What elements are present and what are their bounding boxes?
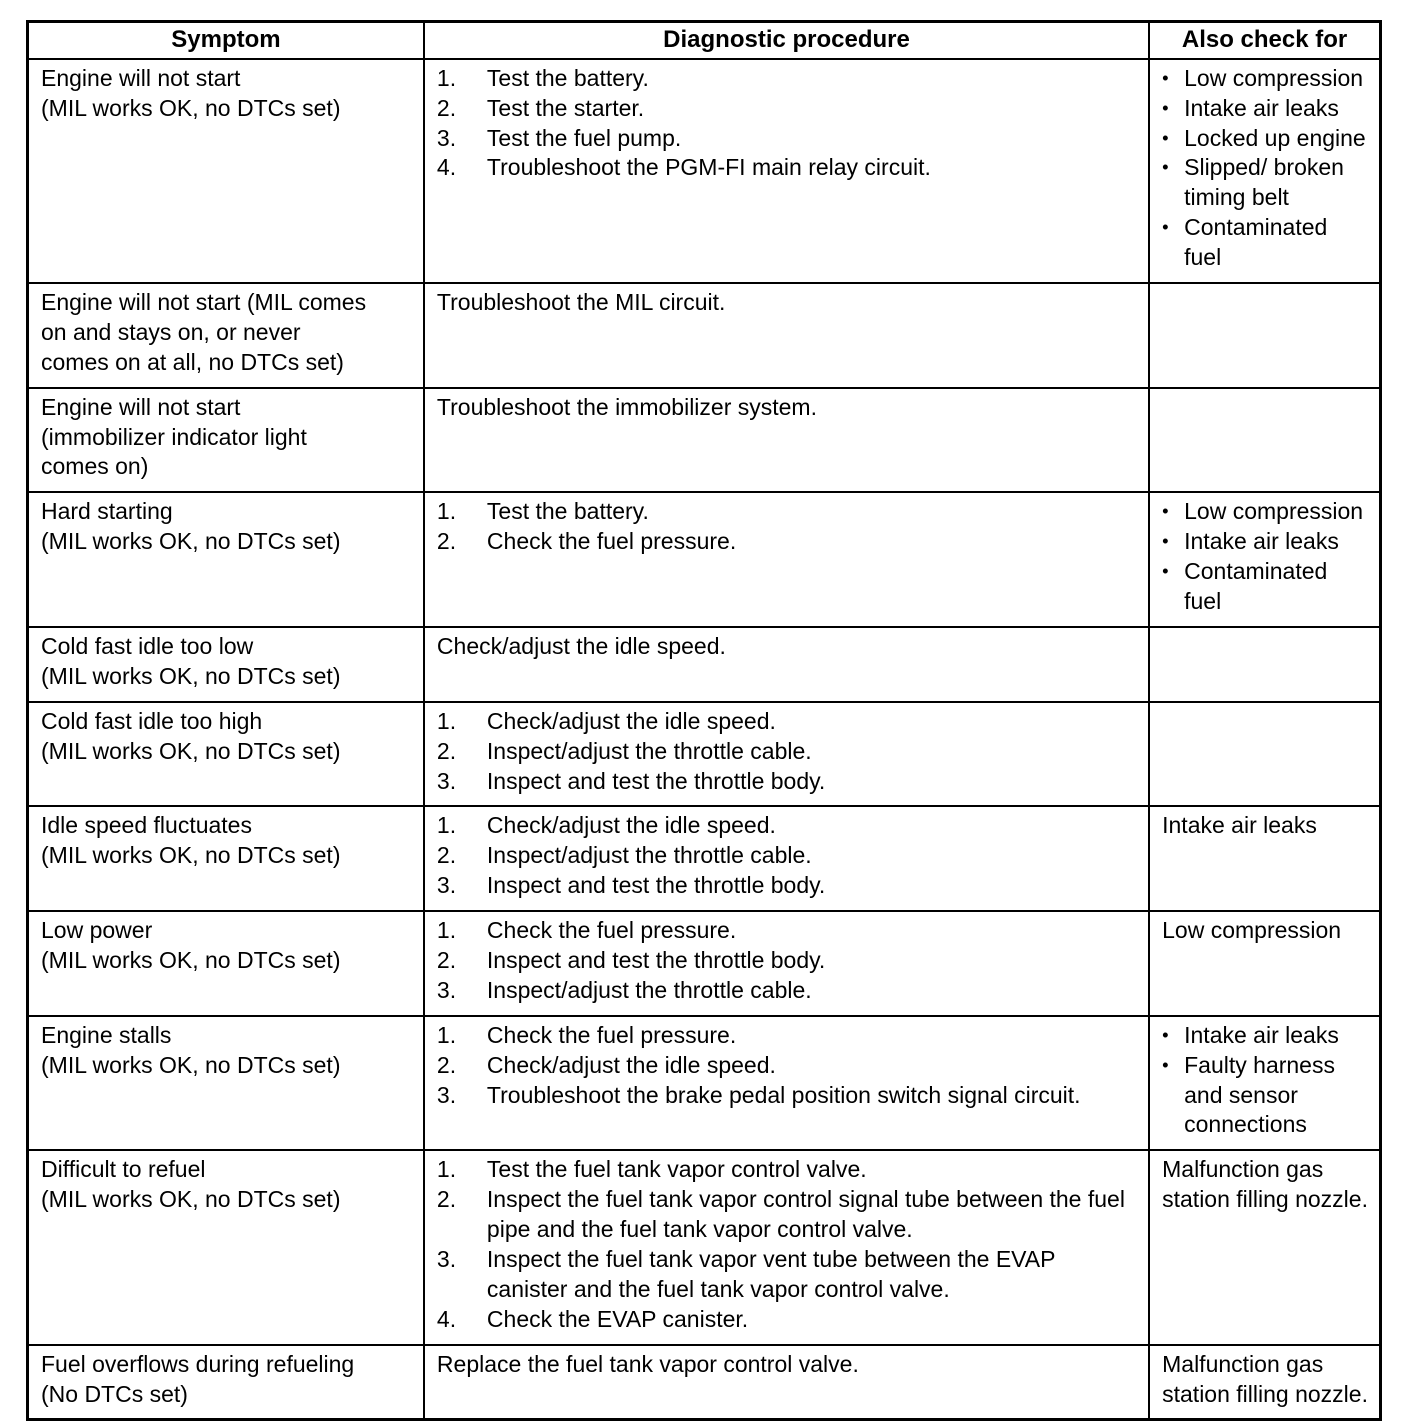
procedure-cell: [424, 59, 1149, 283]
symptom-line: (MIL works OK, no DTCs set): [41, 1051, 341, 1078]
symptom-line: Hard starting: [41, 498, 173, 525]
symptom-cell: [28, 388, 424, 493]
symptom-line: Engine stalls: [41, 1021, 172, 1048]
also-check-cell: [1149, 1345, 1380, 1420]
procedure-list: [437, 1155, 1138, 1334]
procedure-step: Test the starter.: [486, 94, 645, 121]
procedure-step: Check/adjust the idle speed.: [486, 812, 776, 839]
also-check-cell: [1149, 702, 1380, 807]
symptom-line: Fuel overflows during refueling: [41, 1350, 355, 1377]
symptom-line: Engine will not start: [41, 393, 241, 420]
also-check-list: [1162, 497, 1369, 617]
also-check-cell: [1149, 283, 1380, 388]
also-check-item: Malfunction gas station filling nozzle.: [1162, 1156, 1368, 1213]
header-also-check-for: Also check for: [1149, 22, 1380, 59]
procedure-list: [437, 916, 1138, 1006]
procedure-cell: [424, 627, 1149, 702]
symptom-cell: [28, 492, 424, 627]
symptom-line: Low power: [41, 917, 153, 944]
table-row: [28, 1150, 1381, 1344]
table-row: [28, 1016, 1381, 1151]
symptom-line: (MIL works OK, no DTCs set): [41, 946, 341, 973]
procedure-list: [437, 1021, 1138, 1111]
symptom-line: comes on at all, no DTCs set): [41, 348, 344, 375]
also-check-item: Intake air leaks: [1162, 812, 1317, 839]
also-check-item: • Slipped/ broken timing belt: [1162, 153, 1369, 213]
procedure-step: Troubleshoot the MIL circuit.: [436, 289, 726, 316]
symptom-line: (MIL works OK, no DTCs set): [41, 842, 341, 869]
table-row: [28, 702, 1381, 807]
also-check-list: [1162, 64, 1369, 273]
procedure-list: [437, 497, 1138, 557]
also-check-item: • Intake air leaks: [1162, 1021, 1369, 1051]
also-check-item: • Faulty harness and sensor connections: [1162, 1051, 1369, 1141]
procedure-step: Check the fuel pressure.: [486, 528, 737, 555]
symptom-cell: [28, 911, 424, 1016]
symptom-line: Engine will not start (MIL comes: [41, 289, 367, 316]
procedure-list: [437, 707, 1138, 797]
also-check-cell: [1149, 911, 1380, 1016]
table-row: [28, 59, 1381, 283]
also-check-cell: [1149, 59, 1380, 283]
symptom-cell: [28, 59, 424, 283]
also-check-cell: [1149, 627, 1380, 702]
also-check-item: • Contaminated fuel: [1162, 213, 1369, 273]
procedure-step: Test the fuel tank vapor control valve.: [486, 1156, 867, 1183]
procedure-step: Inspect the fuel tank vapor control signal tube between the fuel pipe and the fuel tank vapor control valve.: [486, 1186, 1125, 1243]
procedure-step: Check/adjust the idle speed.: [436, 632, 726, 659]
symptom-cell: [28, 283, 424, 388]
procedure-step: Inspect and test the throttle body.: [486, 767, 826, 794]
procedure-cell: [424, 492, 1149, 627]
also-check-cell: [1149, 806, 1380, 911]
symptom-cell: [28, 1150, 424, 1344]
also-check-cell: [1149, 492, 1380, 627]
table-row: [28, 911, 1381, 1016]
procedure-cell: [424, 1016, 1149, 1151]
also-check-item: Low compression: [1162, 917, 1342, 944]
procedure-step: Troubleshoot the PGM-FI main relay circuit.: [486, 154, 931, 181]
procedure-step: Check/adjust the idle speed.: [486, 1051, 776, 1078]
symptom-line: Difficult to refuel: [41, 1156, 206, 1183]
procedure-step: Test the battery.: [486, 498, 649, 525]
also-check-item: • Contaminated fuel: [1162, 557, 1369, 617]
procedure-step: Test the fuel pump.: [486, 124, 682, 151]
symptom-line: (MIL works OK, no DTCs set): [41, 737, 341, 764]
symptom-line: on and stays on, or never: [41, 318, 301, 345]
procedure-step: Check/adjust the idle speed.: [486, 707, 776, 734]
also-check-item: • Locked up engine: [1162, 124, 1369, 154]
symptom-line: comes on): [41, 453, 149, 480]
procedure-step: Inspect/adjust the throttle cable.: [486, 737, 812, 764]
table-row: [28, 806, 1381, 911]
symptom-line: Idle speed fluctuates: [41, 812, 252, 839]
procedure-step: Check the EVAP canister.: [486, 1305, 749, 1332]
procedure-cell: [424, 911, 1149, 1016]
procedure-cell: [424, 388, 1149, 493]
symptom-cell: [28, 702, 424, 807]
symptom-line: (MIL works OK, no DTCs set): [41, 1186, 341, 1213]
symptom-cell: [28, 806, 424, 911]
symptom-line: (MIL works OK, no DTCs set): [41, 662, 341, 689]
symptom-line: (immobilizer indicator light: [41, 423, 307, 450]
table-row: [28, 492, 1381, 627]
procedure-step: Inspect/adjust the throttle cable.: [486, 976, 812, 1003]
header-row: [28, 22, 1381, 59]
procedure-cell: [424, 283, 1149, 388]
table-row: [28, 388, 1381, 493]
also-check-list: [1162, 1021, 1369, 1141]
symptom-cell: [28, 1345, 424, 1420]
also-check-item: • Low compression: [1162, 64, 1369, 94]
symptom-cell: [28, 627, 424, 702]
procedure-list: [437, 811, 1138, 901]
also-check-item: Malfunction gas station filling nozzle.: [1162, 1350, 1368, 1407]
procedure-step: Troubleshoot the immobilizer system.: [436, 393, 817, 420]
procedure-step: Check the fuel pressure.: [486, 917, 737, 944]
also-check-cell: [1149, 388, 1380, 493]
table-row: [28, 1345, 1381, 1420]
symptom-line: Cold fast idle too high: [41, 707, 263, 734]
table-row: [28, 627, 1381, 702]
symptom-line: (No DTCs set): [41, 1380, 188, 1407]
also-check-item: • Low compression: [1162, 497, 1369, 527]
also-check-item: • Intake air leaks: [1162, 94, 1369, 124]
also-check-cell: [1149, 1150, 1380, 1344]
table-body: [28, 59, 1381, 1420]
procedure-cell: [424, 806, 1149, 911]
symptom-line: Engine will not start: [41, 64, 241, 91]
symptom-cell: [28, 1016, 424, 1151]
procedure-step: Inspect/adjust the throttle cable.: [486, 842, 812, 869]
also-check-cell: [1149, 1016, 1380, 1151]
procedure-list: [437, 64, 1138, 184]
header-diagnostic-procedure: Diagnostic procedure: [424, 22, 1149, 59]
header-symptom: Symptom: [28, 22, 424, 59]
troubleshooting-table: [26, 20, 1382, 1421]
procedure-step: Inspect the fuel tank vapor vent tube between the EVAP canister and the fuel tank vapor control valve.: [486, 1245, 1056, 1302]
procedure-step: Check the fuel pressure.: [486, 1021, 737, 1048]
procedure-step: Inspect and test the throttle body.: [486, 872, 826, 899]
procedure-cell: [424, 1345, 1149, 1420]
symptom-line: Cold fast idle too low: [41, 632, 254, 659]
table-row: [28, 283, 1381, 388]
symptom-line: (MIL works OK, no DTCs set): [41, 528, 341, 555]
procedure-cell: [424, 1150, 1149, 1344]
procedure-cell: [424, 702, 1149, 807]
symptom-line: (MIL works OK, no DTCs set): [41, 94, 341, 121]
procedure-step: Inspect and test the throttle body.: [486, 946, 826, 973]
procedure-step: Replace the fuel tank vapor control valve.: [436, 1350, 859, 1377]
also-check-item: • Intake air leaks: [1162, 527, 1369, 557]
procedure-step: Troubleshoot the brake pedal position switch signal circuit.: [486, 1081, 1081, 1108]
procedure-step: Test the battery.: [486, 64, 649, 91]
